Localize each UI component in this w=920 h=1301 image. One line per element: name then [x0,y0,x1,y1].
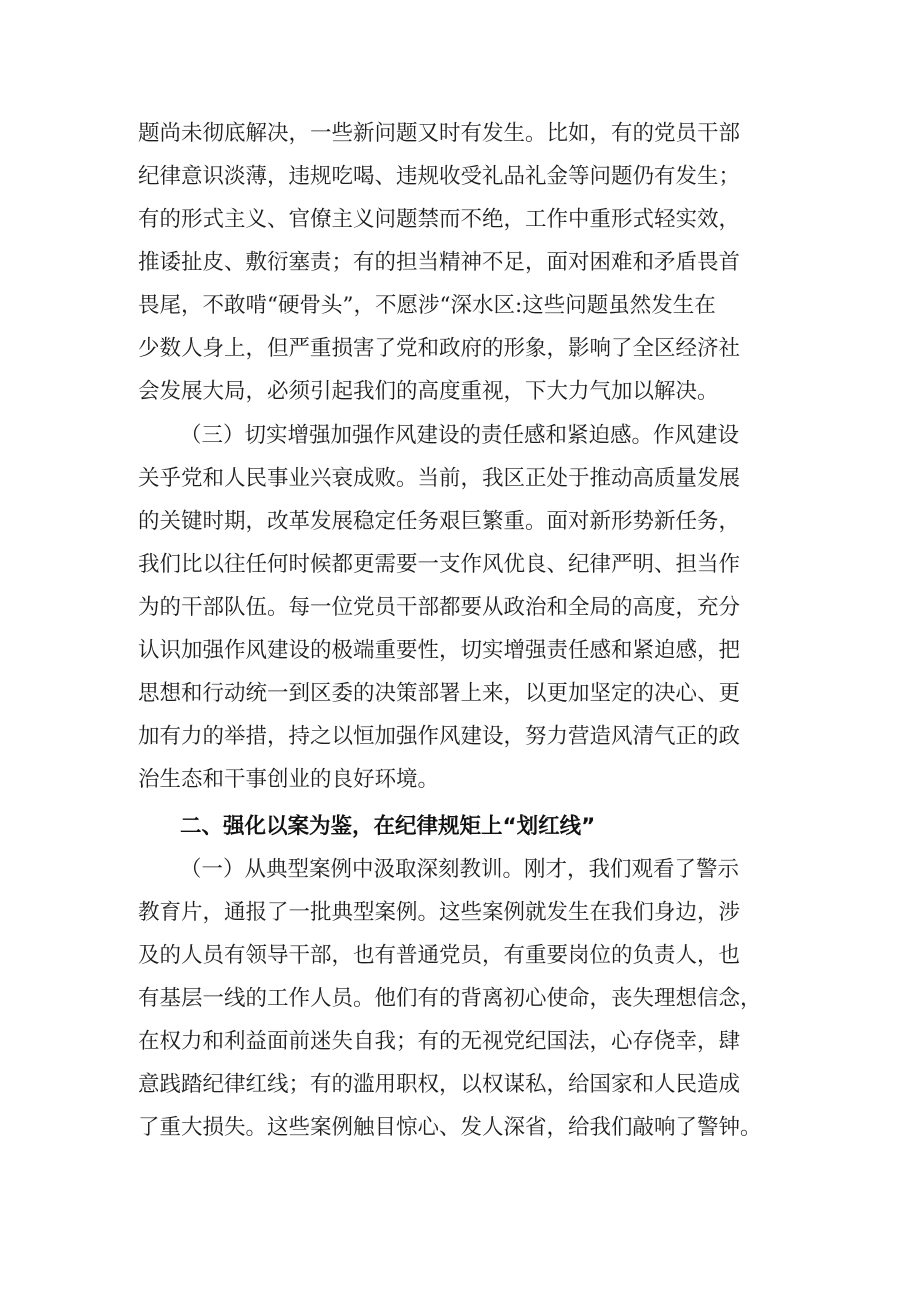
paragraph-line: 有基层一线的工作人员。他们有的背离初心使命，丧失理想信念， [138,986,762,1011]
paragraph-line: 认识加强作风建设的极端重要性，切实增强责任感和紧迫感，把 [138,638,741,663]
paragraph-line: 教育片，通报了一批典型案例。这些案例就发生在我们身边，涉 [138,900,741,925]
paragraph-line: 关乎党和人民事业兴衰成败。当前，我区正处于推动高质量发展 [138,466,741,491]
paragraph-line: 推诿扯皮、敷衍塞责；有的担当精神不足，面对困难和矛盾畏首 [138,250,741,275]
paragraph-line: 加有力的举措，持之以恒加强作风建设，努力营造风清气正的政 [138,724,741,749]
section-heading: 二、强化以案为鉴，在纪律规矩上“划红线” [180,814,596,839]
paragraph-line: 我们比以往任何时候都更需要一支作风优良、纪律严明、担当作 [138,552,741,577]
paragraph-line: （三）切实增强加强作风建设的责任感和紧迫感。作风建设 [180,423,740,448]
paragraph-line: 的关键时期，改革发展稳定任务艰巨繁重。面对新形势新任务， [138,509,741,534]
paragraph-line: 意践踏纪律红线；有的滥用职权，以权谋私，给国家和人民造成 [138,1072,741,1097]
paragraph-line: 治生态和干事创业的良好环境。 [138,767,440,792]
paragraph-line: 在权力和利益面前迷失自我；有的无视党纪国法，心存侥幸，肆 [138,1029,741,1054]
paragraph-line: 题尚未彻底解决，一些新问题又时有发生。比如，有的党员干部 [138,121,741,146]
paragraph-line: 会发展大局，必须引起我们的高度重视，下大力气加以解决。 [138,379,719,404]
paragraph-line: 了重大损失。这些案例触目惊心、发人深省，给我们敲响了警钟。 [138,1115,762,1140]
paragraph-line: （一）从典型案例中汲取深刻教训。刚才，我们观看了警示 [180,857,740,882]
paragraph-line: 少数人身上，但严重损害了党和政府的形象，影响了全区经济社 [138,336,741,361]
paragraph-line: 为的干部队伍。每一位党员干部都要从政治和全局的高度，充分 [138,595,741,620]
paragraph-line: 思想和行动统一到区委的决策部署上来，以更加坚定的决心、更 [138,681,741,706]
paragraph-line: 纪律意识淡薄，违规吃喝、违规收受礼品礼金等问题仍有发生； [138,164,741,189]
paragraph-line: 及的人员有领导干部，也有普通党员，有重要岗位的负责人，也 [138,943,741,968]
paragraph-line: 畏尾，不敢啃“硬骨头”，不愿涉“深水区:这些问题虽然发生在 [138,293,716,318]
paragraph-line: 有的形式主义、官僚主义问题禁而不绝，工作中重形式轻实效， [138,207,741,232]
